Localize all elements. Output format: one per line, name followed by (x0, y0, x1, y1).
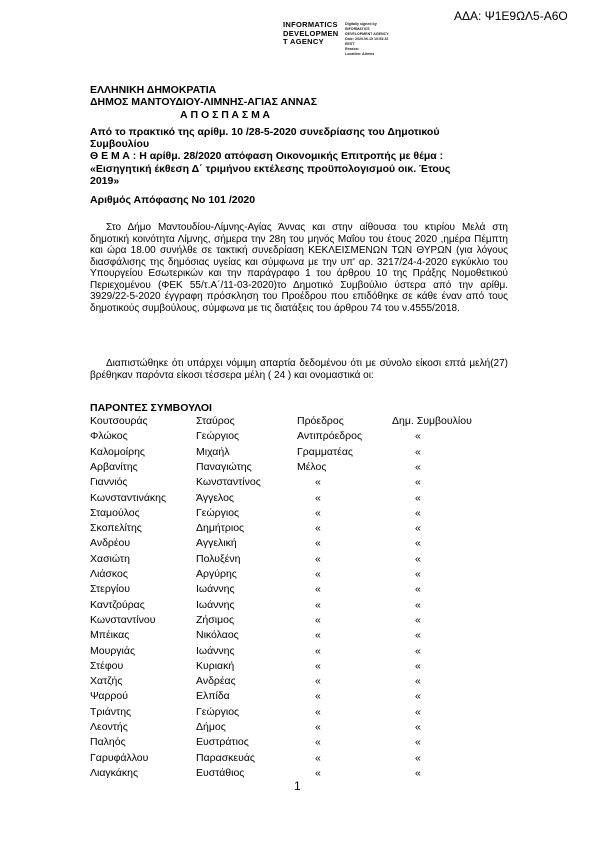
member-role: « (315, 736, 321, 749)
member-name: Ζήσιμος (196, 613, 235, 626)
member-surname: Χατζής (90, 675, 123, 688)
member-name: Κωνσταντίνος (196, 476, 261, 489)
member-name: Σταύρος (196, 415, 235, 427)
member-role-council: « (415, 460, 421, 473)
page-number: 1 (294, 779, 301, 793)
member-surname: Τριάντης (90, 705, 132, 718)
member-role-council: « (415, 583, 421, 596)
member-role: « (315, 476, 321, 489)
present-members-title: ΠΑΡΟΝΤΕΣ ΣΥΜΒΟΥΛΟΙ (90, 402, 212, 414)
member-surname: Κωνσταντινάκης (90, 491, 167, 504)
stamp-line: DEVELOPMEN (283, 28, 339, 38)
header-subject-cont: «Εισηγητική έκθεση Δ΄ τριμήνου εκτέλεσης προϋπολογισμού οικ. Έτους (90, 163, 451, 175)
member-name: Ιωάννης (196, 583, 235, 596)
member-name: Νικόλαος (196, 629, 239, 642)
member-name: Δήμος (196, 721, 226, 733)
signature-detail-line: Date: 2020.06.15 10:53:32 (345, 37, 389, 41)
member-name: Παναγιώτης (196, 460, 252, 473)
member-role-council: « (415, 766, 421, 779)
member-role-council: « (415, 491, 421, 504)
decision-number: Αριθμός Απόφασης Νο 101 /2020 (90, 194, 256, 206)
ada-code: ΑΔΑ: Ψ1Ε9ΩΛ5-Α6Ο (454, 9, 568, 23)
member-role: « (315, 598, 321, 611)
member-role: « (315, 568, 321, 580)
member-surname: Αρβανίτης (90, 460, 138, 473)
member-surname: Μουργιάς (90, 644, 136, 657)
member-name: Ευστράτιος (196, 736, 249, 749)
member-role-council: « (415, 659, 421, 672)
header-subject-year: 2019» (90, 175, 120, 187)
member-surname: Στεργίου (90, 583, 130, 596)
member-role-council: « (415, 736, 421, 749)
member-surname: Λιάσκος (90, 568, 128, 580)
member-role: Μέλος (297, 460, 327, 473)
member-name: Ανδρέας (196, 675, 236, 688)
member-name: Άγγελος (196, 491, 234, 504)
member-role: « (315, 552, 321, 565)
signature-details (345, 22, 389, 57)
member-role-council: « (415, 476, 421, 489)
member-role-council: « (415, 705, 421, 718)
member-surname: Ανδρέου (90, 537, 131, 550)
member-role: « (315, 613, 321, 626)
member-name: Κυριακή (196, 659, 235, 672)
member-surname: Λιαγκάκης (90, 766, 139, 779)
member-role-council: « (415, 522, 421, 535)
member-role: « (315, 491, 321, 504)
member-role-council: « (415, 751, 421, 764)
member-surname: Κωνσταντίνου (90, 613, 156, 626)
signature-detail-line: Digitally signed by (345, 22, 377, 26)
member-name: Αργύρης (196, 568, 237, 580)
member-name: Γεώργιος (196, 506, 240, 519)
member-role-council: « (415, 644, 421, 657)
stamp-line: INFORMATICS (283, 20, 338, 29)
member-role: « (315, 629, 321, 642)
signature-detail-line: Location: Athens (345, 52, 375, 56)
member-role: Αντιπρόεδρος (297, 430, 362, 443)
member-role-council: « (415, 506, 421, 519)
member-name: Ελπίδα (196, 690, 230, 703)
member-role-council: « (415, 430, 421, 443)
header-minutes-ref: Από το πρακτικό της αρίθμ. 10 /28-5-2020 συνεδρίασης του Δημοτικού (90, 126, 440, 138)
member-role: « (315, 751, 321, 764)
member-role-council: « (415, 613, 421, 626)
intro-paragraph: Στο Δήμο Μαντουδίου-Λίμνης-Αγίας Άννας και στην αίθουσα του κτιρίου Μελά στη δημοτική κοινότητα Λίμνης, σήμερα την 28η του μηνός Μαΐου του έτους 2020 ,ημέρα Πέμπτη και ώρα 18.00 συνήλθε σε τακτική συνεδρίαση ΚΕΚΛΕΙΣΜΕΝΩΝ ΤΩΝ ΘΥΡΩΝ (για λόγους διασφάλισης της δημόσιας υγείας και σύμφωνα με την υπ' αρ. 3217/24-4-2020 εγκύκλιο του Υπουργείου Εσωτερικών και την παράγραφο 1 του άρθρου 10 της Πράξης Νομοθετικού Περιεχομένου (ΦΕΚ 55/τ.Α΄/11-03-2020)το Δημοτικό Συμβούλιο ύστερα από την αρίθμ. 3929/22-5-2020 έγγραφη πρόσκληση του Προέδρου που επιδόθηκε σε κάθε έναν από τους δημοτικούς συμβούλους, σύμφωνα με τις διατάξεις του άρθρου 74 του ν.4555/2018. (90, 222, 508, 314)
member-role-council: « (415, 629, 421, 642)
member-name: Αγγελική (196, 537, 237, 550)
member-surname: Λεοντής (90, 721, 128, 733)
member-name: Δημήτριος (196, 522, 245, 535)
member-role: « (315, 583, 321, 596)
member-surname: Σταμούλος (90, 506, 140, 519)
member-name: Ιωάννης (196, 598, 235, 611)
member-role-council: « (415, 675, 421, 688)
member-name: Γεώργιος (196, 430, 240, 443)
member-role: « (315, 705, 321, 718)
header-municipality: ΔΗΜΟΣ ΜΑΝΤΟΥΔΙΟΥ-ΛΙΜΝΗΣ-ΑΓΙΑΣ ΑΝΝΑΣ (90, 96, 318, 108)
member-role-council: « (415, 537, 421, 550)
member-role: « (315, 506, 321, 519)
header-extract-title: Α Π Ο Σ Π Α Σ Μ Α (180, 109, 270, 121)
member-surname: Καλομοίρης (90, 445, 145, 458)
member-role-council: « (415, 690, 421, 703)
member-surname: Ψαρρού (90, 690, 128, 703)
member-role: « (315, 690, 321, 703)
member-role: « (315, 522, 321, 535)
member-role: « (315, 644, 321, 657)
member-role: Πρόεδρος (297, 415, 344, 427)
member-name: Μιχαήλ (196, 445, 230, 458)
member-role-council: « (415, 568, 421, 580)
member-name: Παρασκευάς (196, 751, 255, 764)
member-surname: Παληός (90, 736, 126, 749)
member-role-council: « (415, 598, 421, 611)
member-role: « (315, 675, 321, 688)
member-name: Ιωάννης (196, 644, 235, 657)
signature-stamp (283, 21, 339, 47)
member-role: « (315, 537, 321, 550)
member-role-council: « (415, 721, 421, 733)
member-name: Πολυξένη (196, 552, 241, 565)
header-republic: ΕΛΛΗΝΙΚΗ ΔΗΜΟΚΡΑΤΙΑ (90, 84, 217, 96)
member-surname: Μπέικας (90, 629, 130, 642)
member-role-council: « (415, 552, 421, 565)
member-name: Ευστάθιος (196, 766, 245, 779)
member-name: Γεώργιος (196, 705, 240, 718)
member-surname: Γιαννιός (90, 476, 128, 489)
member-surname: Γαρυφάλλου (90, 751, 149, 764)
member-surname: Στέφου (90, 659, 124, 672)
signature-detail-line: Reason: (345, 47, 360, 51)
member-role-council: Δημ. Συμβουλίου (392, 415, 472, 427)
header-council: Συμβουλίου (90, 138, 150, 150)
member-surname: Καντζούρας (90, 598, 145, 611)
member-surname: Φλώκος (90, 430, 128, 443)
member-surname: Κουτσουράς (90, 415, 148, 427)
member-role-council: « (415, 445, 421, 458)
member-role: « (315, 766, 321, 779)
signature-detail-line: EEST (345, 42, 355, 46)
signature-detail-line: INFORMATICS (345, 27, 370, 31)
member-role: « (315, 659, 321, 672)
header-subject: Θ Ε Μ Α : Η αρίθμ. 28/2020 απόφαση Οικονομικής Επιτροπής με θέμα : (90, 150, 444, 162)
quorum-paragraph: Διαπιστώθηκε ότι υπάρχει νόμιμη απαρτία δεδομένου ότι με σύνολο είκοσι επτά μελή(27) βρέθηκαν παρόντα είκοσι τέσσερα μέλη ( 24 ) και ονομαστικά οι: (90, 358, 508, 381)
member-surname: Χασιώτη (90, 552, 130, 565)
member-surname: Σκοπελίτης (90, 522, 142, 535)
signature-detail-line: DEVELOPMENT AGENCY (345, 32, 389, 36)
member-role: Γραμματέας (297, 445, 353, 458)
member-role: « (315, 721, 321, 733)
stamp-line: T AGENCY (283, 37, 324, 46)
